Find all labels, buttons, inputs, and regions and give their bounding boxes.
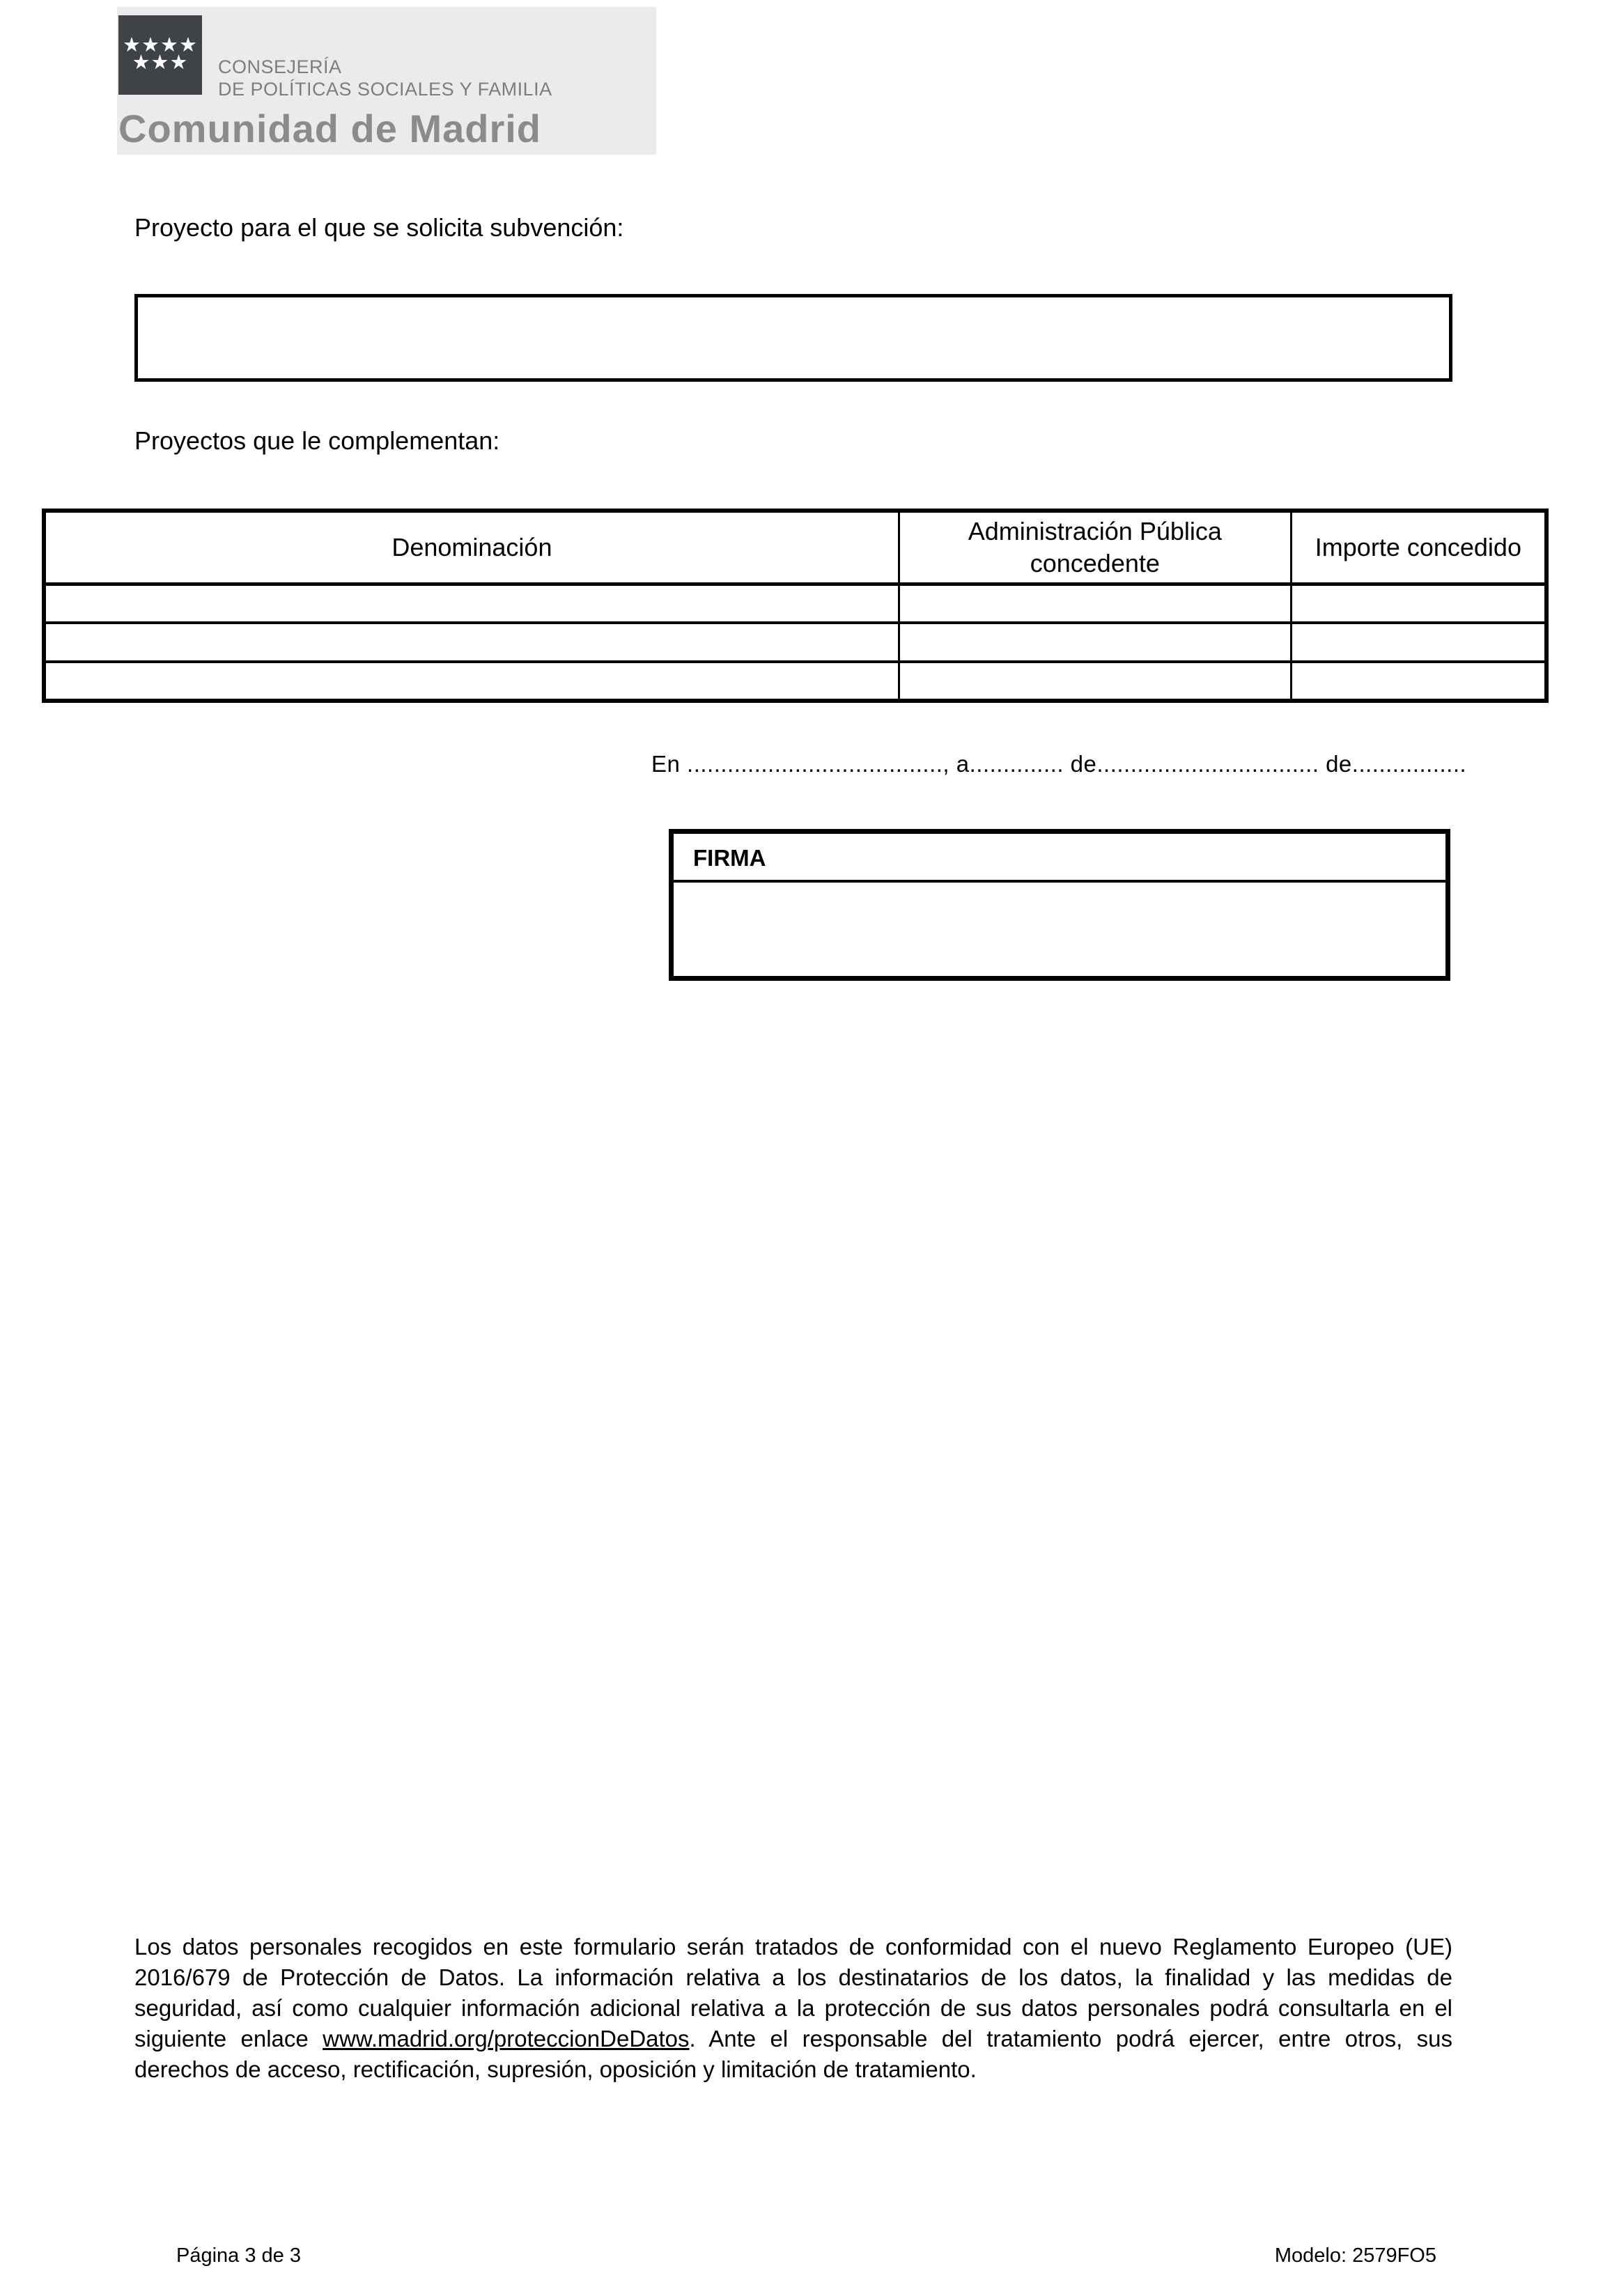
table-cell[interactable] (44, 584, 899, 623)
table-cell[interactable] (1291, 623, 1546, 662)
model-number: Modelo: 2579FO5 (1274, 2244, 1436, 2267)
legal-text-before-link: Los datos personales recogidos en este formulario serán tratados de conformidad con el nuevo Reglamento Europeo (UE) 2016/679 de Protección de Datos. La información relativa a los destinatarios de los datos, la finalidad y las medidas de seguridad, así como cualquier información adicional relativa a la protección de sus datos personales podrá consultarla en el siguiente enlace (134, 1934, 1452, 2051)
consejeria-line2: DE POLÍTICAS SOCIALES Y FAMILIA (218, 79, 552, 100)
table-row (44, 584, 1546, 623)
flag-stars-row1: ★★★★ (123, 33, 198, 56)
signature-input-area[interactable] (674, 883, 1445, 978)
data-protection-notice (134, 1932, 1452, 2085)
signature-box (669, 829, 1450, 981)
table-cell[interactable] (899, 584, 1291, 623)
comunidad-madrid-logo (117, 7, 656, 155)
table-cell[interactable] (44, 662, 899, 701)
table-cell[interactable] (899, 623, 1291, 662)
table-cell[interactable] (1291, 584, 1546, 623)
column-header-importe: Importe concedido (1291, 511, 1546, 584)
legal-text-after-link: . Ante el responsable del tratamiento podrá ejercer, entre otros, sus derechos de acceso, rectificación, supresión, oposición y limitación de tratamiento. (134, 2026, 1453, 2082)
complementary-projects-table (42, 509, 1549, 703)
table-cell[interactable] (44, 623, 899, 662)
consejeria-title (218, 56, 552, 100)
madrid-flag-icon (118, 15, 202, 95)
project-input-box[interactable] (134, 294, 1452, 382)
table-row (44, 623, 1546, 662)
complementary-projects-label: Proyectos que le complementan: (134, 426, 500, 455)
comunidad-de-madrid-wordmark: Comunidad de Madrid (118, 107, 541, 150)
table-cell[interactable] (1291, 662, 1546, 701)
page-number: Página 3 de 3 (176, 2244, 301, 2267)
column-header-administracion: Administración Pública concedente (899, 511, 1291, 584)
table-cell[interactable] (899, 662, 1291, 701)
proteccion-de-datos-link[interactable]: www.madrid.org/proteccionDeDatos (323, 2026, 690, 2051)
complementary-table-body (44, 584, 1546, 701)
signature-label: FIRMA (674, 834, 1445, 883)
column-header-denominacion: Denominación (44, 511, 899, 584)
table-row (44, 662, 1546, 701)
project-label: Proyecto para el que se solicita subvención: (134, 213, 624, 242)
table-header-row (44, 511, 1546, 584)
date-place-line[interactable]: En ......................................, a.............. de................................. de................. (651, 751, 1467, 777)
flag-stars-row2: ★★★ (132, 50, 189, 74)
consejeria-line1: CONSEJERÍA (218, 56, 342, 77)
